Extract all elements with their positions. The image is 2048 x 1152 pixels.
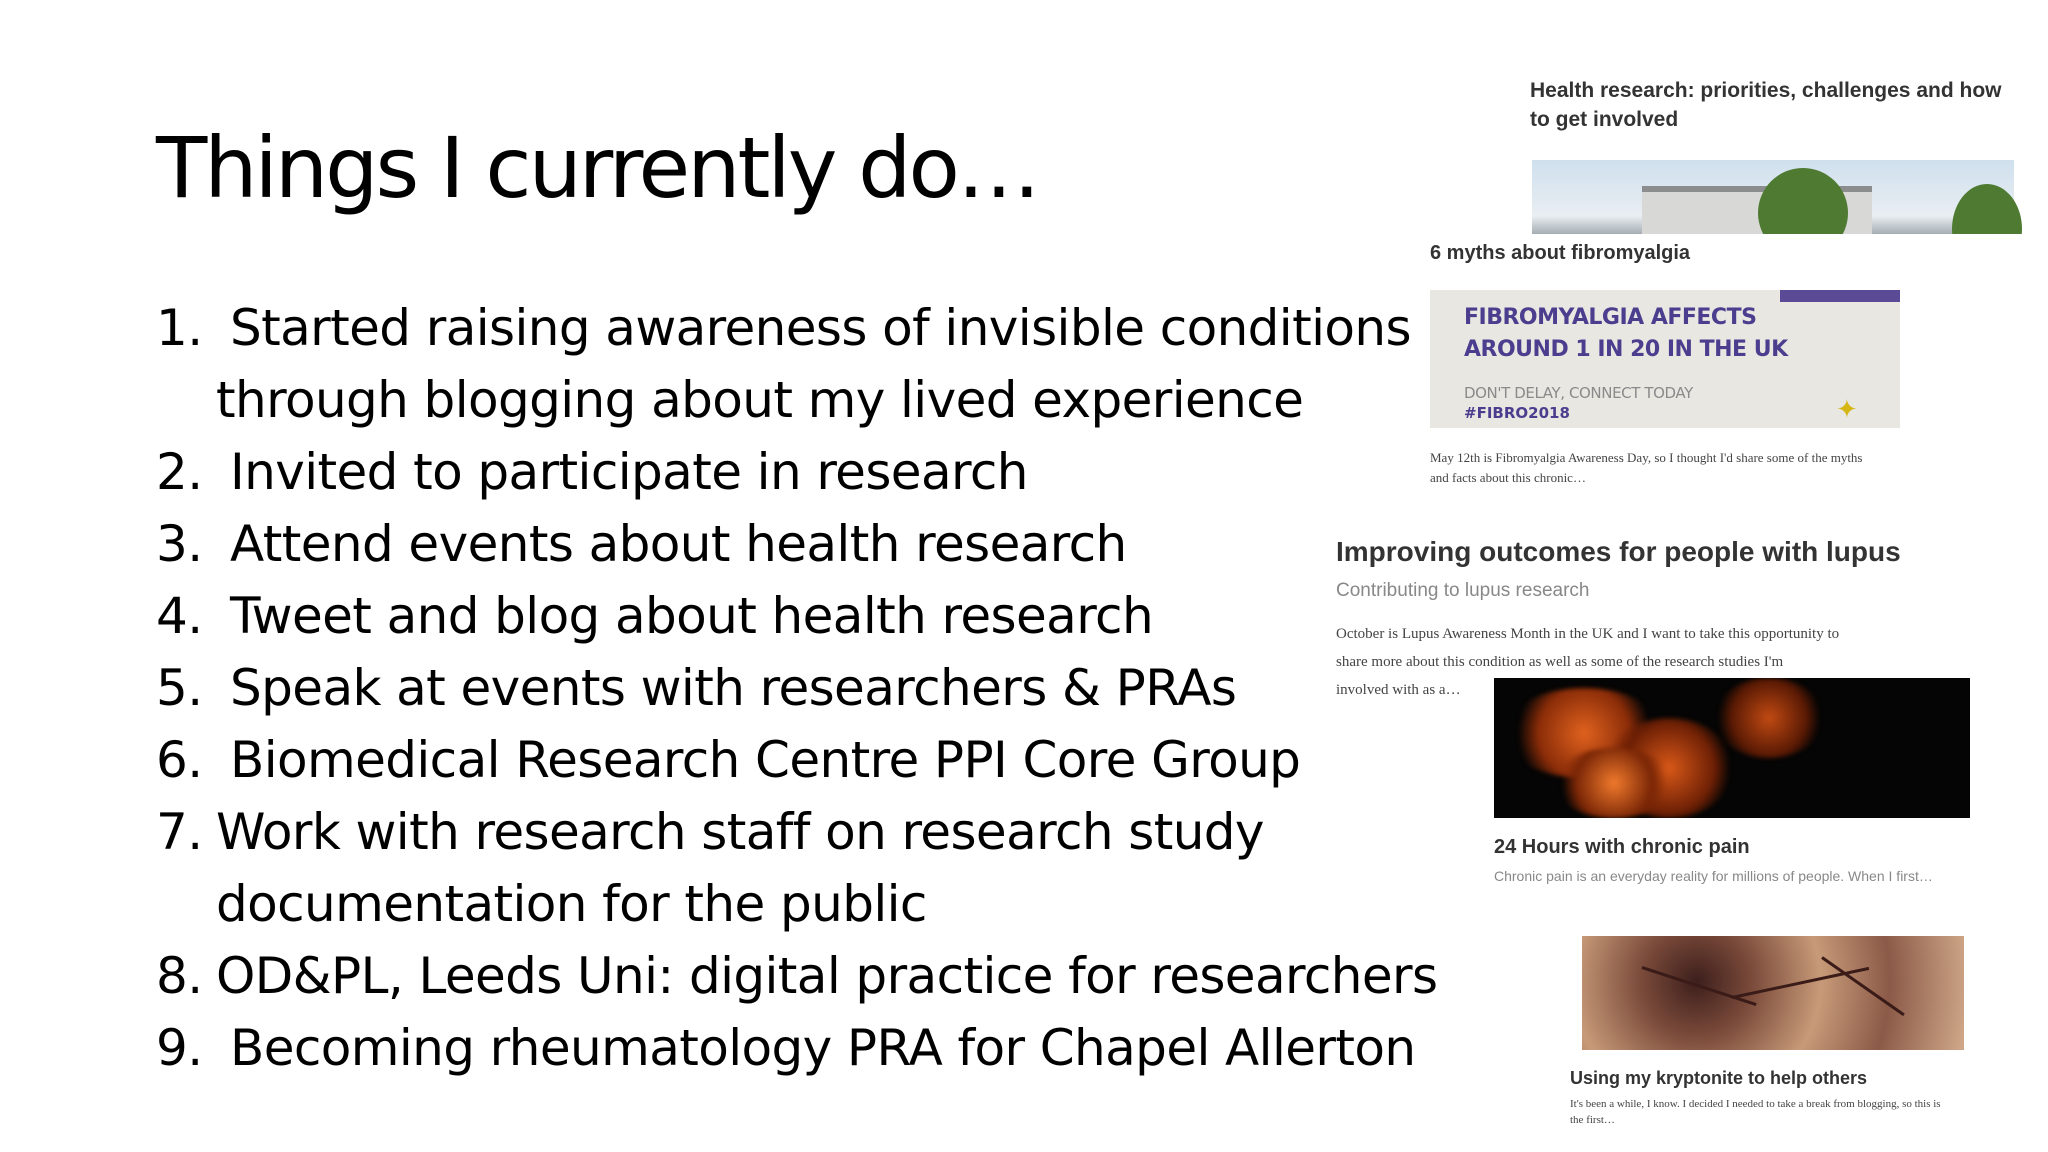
- list-item-number: 8.: [156, 947, 203, 1005]
- list-item-text: Work with research staff on research study: [216, 803, 1264, 861]
- chronic-pain-photo: [1494, 678, 1970, 818]
- card-title: 6 myths about fibromyalgia: [1430, 242, 1691, 264]
- list-item-text: OD&PL, Leeds Uni: digital practice for researchers: [216, 947, 1438, 1005]
- card-excerpt-line: It's been a while, I know. I decided I needed to take a break from blogging, so this is: [1570, 1098, 1941, 1110]
- list-item-text: Becoming rheumatology PRA for Chapel Allerton: [230, 1019, 1416, 1077]
- list-item-number: 3.: [156, 515, 203, 573]
- card-excerpt-line: the first…: [1570, 1114, 1615, 1126]
- fibromyalgia-banner: [1430, 290, 1900, 428]
- list-item-text: Invited to participate in research: [230, 443, 1028, 501]
- list-item-text-continued: through blogging about my lived experience: [216, 371, 1304, 429]
- list-item-number: 4.: [156, 587, 203, 645]
- list-item: [156, 436, 1436, 508]
- card-excerpt: [1430, 448, 1910, 488]
- card-title-line: to get involved: [1530, 108, 1679, 131]
- list-item: [156, 292, 1436, 436]
- list-item-number: 2.: [156, 443, 203, 501]
- vein-shape: [1821, 956, 1905, 1016]
- chronic-pain-title: 24 Hours with chronic pain: [1494, 836, 1750, 858]
- blog-card-lupus: [1318, 530, 2008, 900]
- butterfly-icon: ✦: [1836, 394, 1858, 424]
- banner-headline-line: FIBROMYALGIA AFFECTS: [1464, 305, 1757, 330]
- list-item: [156, 796, 1436, 940]
- list-item-number: 1.: [156, 299, 203, 357]
- card-title-line: Health research: priorities, challenges and how: [1530, 79, 2002, 102]
- banner-band: [1780, 290, 1900, 302]
- list-item-number: 6.: [156, 731, 203, 789]
- flame-shape: [1554, 748, 1674, 818]
- card-excerpt-line: share more about this condition as well as some of the research studies I'm: [1336, 654, 1784, 670]
- list-item-text: Attend events about health research: [230, 515, 1127, 573]
- list-item: [156, 940, 1436, 1012]
- card-title: Improving outcomes for people with lupus: [1336, 536, 1901, 567]
- card-excerpt-line: October is Lupus Awareness Month in the UK and I want to take this opportunity to: [1336, 626, 1840, 642]
- list-item: [156, 580, 1436, 652]
- list-item: [156, 508, 1436, 580]
- list-item: [156, 724, 1436, 796]
- skin-photo: [1582, 936, 1964, 1050]
- card-title: [1530, 76, 2030, 134]
- list-item: [156, 652, 1436, 724]
- list-item-text-continued: documentation for the public: [216, 875, 927, 933]
- list-item-text: Started raising awareness of invisible conditions: [230, 299, 1411, 357]
- banner-headline: [1464, 302, 1788, 366]
- card-excerpt-line: May 12th is Fibromyalgia Awareness Day, so I thought I'd share some of the myths: [1430, 450, 1863, 465]
- blog-card-fibromyalgia: [1420, 234, 2028, 504]
- list-item-text: Biomedical Research Centre PPI Core Group: [230, 731, 1301, 789]
- vein-shape: [1732, 967, 1870, 999]
- banner-headline-line: AROUND 1 IN 20 IN THE UK: [1464, 337, 1788, 362]
- list-item: [156, 1012, 1436, 1084]
- card-subtitle: Contributing to lupus research: [1336, 580, 1590, 601]
- card-excerpt-line: and facts about this chronic…: [1430, 470, 1586, 485]
- list-item-text: Speak at events with researchers & PRAs: [230, 659, 1237, 717]
- card-excerpt-line: involved with as a…: [1336, 682, 1461, 698]
- vein-shape: [1642, 966, 1757, 1006]
- activity-list: [156, 292, 1436, 1084]
- flame-shape: [1714, 678, 1824, 758]
- list-item-number: 9.: [156, 1019, 203, 1077]
- list-item-number: 7.: [156, 803, 203, 861]
- banner-tagline: DON'T DELAY, CONNECT TODAY: [1464, 384, 1693, 402]
- chronic-pain-excerpt: Chronic pain is an everyday reality for millions of people. When I first…: [1494, 868, 1933, 884]
- card-excerpt: [1570, 1096, 1990, 1128]
- card-title: Using my kryptonite to help others: [1570, 1068, 1868, 1088]
- blog-card-kryptonite: [1560, 920, 2000, 1132]
- list-item-text: Tweet and blog about health research: [230, 587, 1154, 645]
- list-item-number: 5.: [156, 659, 203, 717]
- banner-hashtag: #FIBRO2018: [1464, 404, 1570, 422]
- slide-title: Things I currently do…: [156, 119, 1038, 217]
